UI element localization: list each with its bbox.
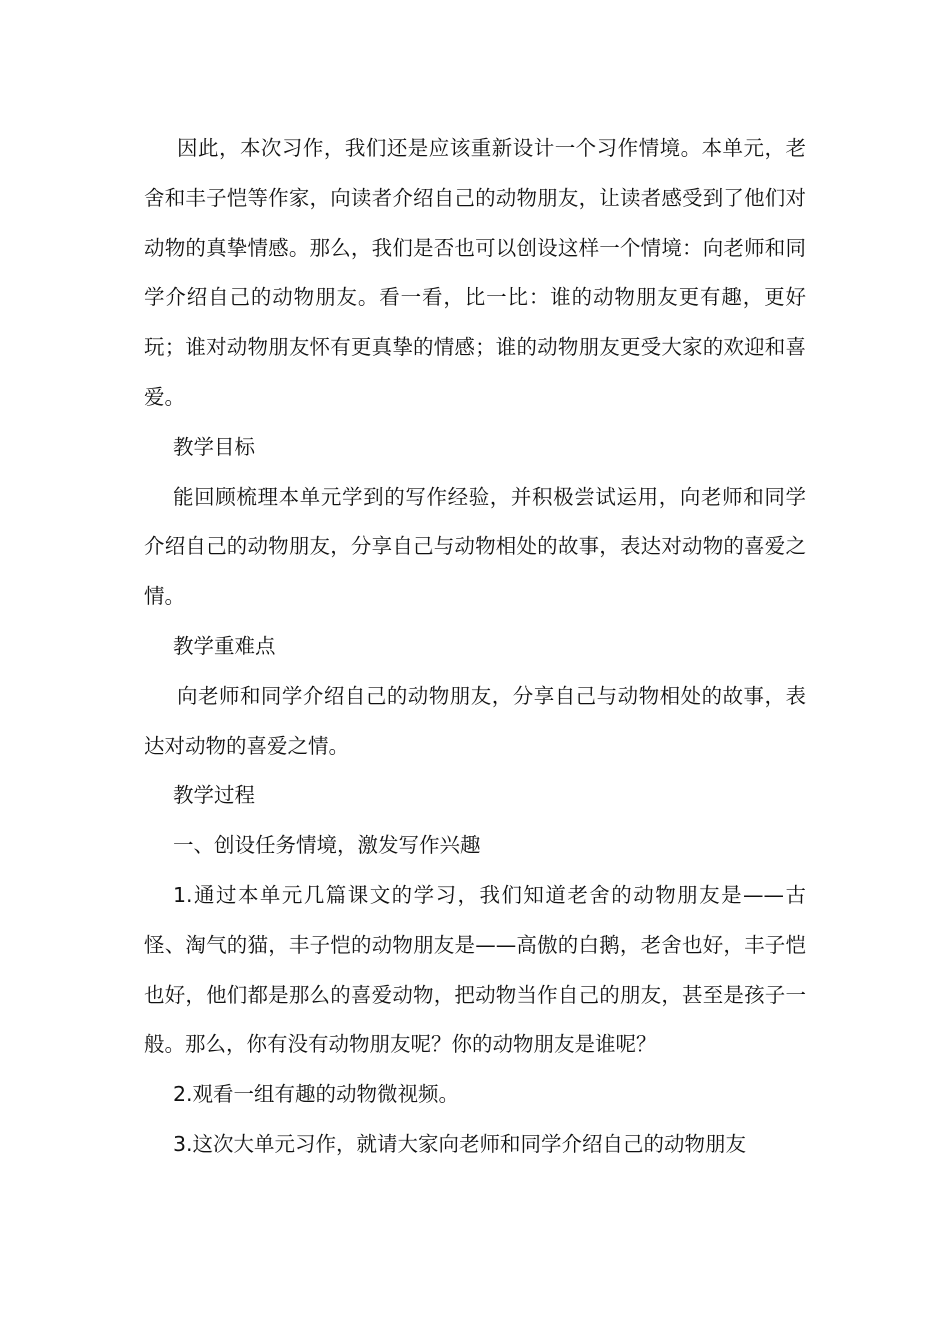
heading-teaching-process: 教学过程: [173, 783, 255, 808]
heading-key-difficulties: 教学重难点: [173, 633, 276, 658]
paragraph-step-1: 1.通过本单元几篇课文的学习，我们知道老舍的动物朋友是——古怪、淘气的猫，丰子恺的动物朋友是——高傲的白鹅，老舍也好，丰子恺也好，他们都是那么的喜爱动物，把动物当作自己的朋友，甚至是孩子一般。那么，你有没有动物朋友呢？你的动物朋友是谁呢？: [144, 882, 806, 1057]
paragraph-step-3: 3.这次大单元习作，就请大家向老师和同学介绍自己的动物朋友: [173, 1131, 747, 1156]
paragraph-teaching-goals: 能回顾梳理本单元学到的写作经验，并积极尝试运用，向老师和同学介绍自己的动物朋友，分享自己与动物相处的故事，表达对动物的喜爱之情。: [144, 484, 806, 609]
document-body: [144, 124, 806, 1170]
heading-teaching-goals: 教学目标: [173, 434, 255, 459]
paragraph-key-difficulties: 向老师和同学介绍自己的动物朋友，分享自己与动物相处的故事，表达对动物的喜爱之情。: [144, 683, 806, 758]
heading-section-one: 一、创设任务情境，激发写作兴趣: [173, 833, 481, 858]
paragraph-intro: 因此，本次习作，我们还是应该重新设计一个习作情境。本单元，老舍和丰子恺等作家，向读者介绍自己的动物朋友，让读者感受到了他们对动物的真挚情感。那么，我们是否也可以创设这样一个情境：向老师和同学介绍自己的动物朋友。看一看，比一比：谁的动物朋友更有趣，更好玩；谁对动物朋友怀有更真挚的情感；谁的动物朋友更受大家的欢迎和喜爱。: [144, 136, 806, 409]
paragraph-step-2: 2.观看一组有趣的动物微视频。: [173, 1082, 460, 1107]
